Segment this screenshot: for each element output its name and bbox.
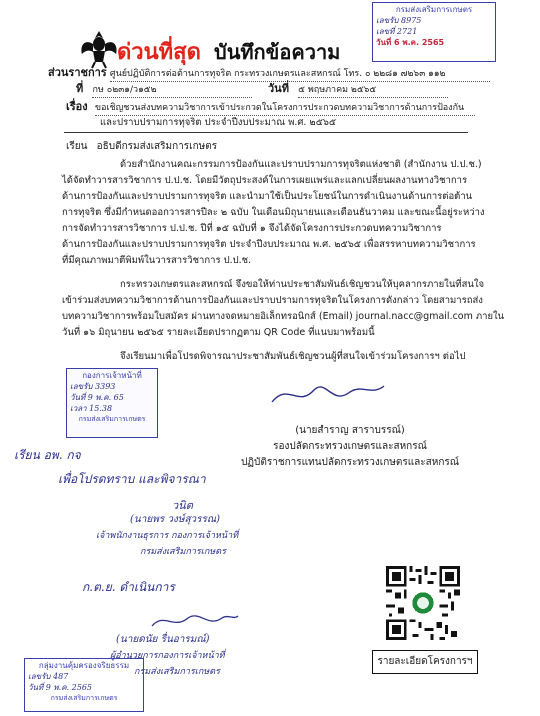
qr-code[interactable] <box>386 566 460 640</box>
director-title2: กรมส่งเสริมการเกษตร <box>134 667 220 677</box>
official-signature <box>268 372 388 416</box>
doc-number-label: ที่ <box>76 82 84 95</box>
stamp-bottom-line4: กรมส่งเสริมการเกษตร <box>50 694 118 702</box>
para2-line1: กระทรวงเกษตรและสหกรณ์ จึงขอให้ท่านประชาสัมพันธ์เชิญชวนให้บุคลากรภายในที่สนใจ <box>120 279 485 290</box>
signer-name: (นายสำราญ สาราบรรณ์) <box>295 425 405 436</box>
handwritten-note-2: เพื่อโปรดทราบ และพิจารณา <box>58 472 206 486</box>
para1-line2: ได้จัดทำวารสารวิชาการ ป.ป.ช. โดยมีวัตถุประสงค์ในการเผยแพร่และแลกเปลี่ยนผลงานทางวิชาการ <box>62 175 468 186</box>
stamp-bottom-line1: กลุ่มงานคุ้มครองจริยธรรม <box>38 661 130 670</box>
signer-title1: รองปลัดกระทรวงเกษตรและสหกรณ์ <box>273 441 427 452</box>
urgent-label: ด่วนที่สุด <box>117 40 201 65</box>
para1-line6: ด้านการป้องกันและปราบปรามการทุจริต ประจำปีงบประมาณ พ.ศ. ๒๕๖๕ เพื่อสรรหาบทความวิชาการ <box>62 239 476 250</box>
receive-stamp-top <box>372 2 496 62</box>
para1-line5: การจัดทำวารสารวิชาการ ป.ป.ช. ปีที่ ๑๕ ฉบับที่ ๑ จึงได้จัดโครงการประกวดบทความวิชาการ <box>62 223 442 234</box>
subject-label: เรื่อง <box>66 100 88 113</box>
director-name: (นายดนัย รื่นอารมณ์) <box>116 634 210 645</box>
para2-line3: บทความวิชาการพร้อมใบสมัคร ผ่านทางจดหมายอิเล็กทรอนิกส์ (Email) journal.nacc@gmail.com ภายใน <box>62 311 505 322</box>
stamp-top-line1: กรมส่งเสริมการเกษตร <box>395 5 473 14</box>
to-value: อธิบดีกรมส่งเสริมการเกษตร <box>96 141 218 152</box>
stamp-top-line2: เลขรับ 8975 <box>376 16 422 25</box>
handwritten-note-1: เรียน อพ. กจ <box>14 448 81 462</box>
to-label: เรียน <box>66 141 88 152</box>
agency-value: ศูนย์ปฏิบัติการต่อต้านการทุจริต กระทรวงเกษตรและสหกรณ์ โทร. ๐ ๒๒๘๑ ๗๒๖๓ ๑๑๒ <box>110 68 490 82</box>
doc-number-row <box>76 82 252 98</box>
date-label: วันที่ <box>268 82 289 95</box>
garuda-emblem <box>78 28 120 70</box>
para2-line2: เข้าร่วมส่งบทความวิชาการด้านการป้องกันและปราบปรามการทุจริตในโครงการดังกล่าว โดยสามารถส่ง <box>62 295 483 306</box>
stamp-mid-line4: เวลา 15.38 <box>70 404 113 413</box>
para1-line4: การทุจริต ซึ่งมีกำหนดออกวารสารปีละ ๒ ฉบับ ในเดือนมิถุนายนและเดือนธันวาคม และขณะนี้อยู่ระหว่าง <box>62 207 485 218</box>
para3: จึงเรียนมาเพื่อโปรดพิจารณาประชาสัมพันธ์เชิญชวนผู้ที่สนใจเข้าร่วมโครงการฯ ต่อไป <box>120 351 466 362</box>
handwritten-note-3: ก.ต.ย. ดำเนินการ <box>82 580 175 594</box>
doc-number-value: กษ ๐๒๓๑/ว๑๕๒ <box>92 84 252 98</box>
date-row <box>268 82 448 98</box>
stamp-mid-line1: กองการเจ้าหน้าที่ <box>82 371 142 380</box>
stamp-mid-line5: กรมส่งเสริมการเกษตร <box>78 415 146 423</box>
handwritten-initial: วนิต <box>172 499 193 512</box>
para1-line3: ด้านการป้องกันและปราบปรามการทุจริต และนำมาใช้เป็นประโยชน์ในการดำเนินงานด้านการต่อต้าน <box>62 191 473 202</box>
to-row <box>66 140 217 153</box>
officer-name: (นายพร วงษ์สุวรรณ) <box>130 514 221 525</box>
para1-line7: ที่มีคุณภาพมาตีพิมพ์ในวารสารวิชาการ ป.ป.ช. <box>62 255 252 266</box>
receive-stamp-bottom <box>24 658 144 712</box>
subject-line1: ขอเชิญชวนส่งบทความวิชาการเข้าประกวดในโครงการประกวดบทความวิชาการด้านการป้องกัน <box>95 102 475 116</box>
qr-caption: รายละเอียดโครงการฯ <box>372 650 478 674</box>
officer-title2: กรมส่งเสริมการเกษตร <box>140 547 226 557</box>
stamp-bottom-line2: เลขรับ 487 <box>28 672 69 681</box>
stamp-top-line3: เลขที่ 2721 <box>376 27 418 36</box>
stamp-top-line4: วันที่ 6 พ.ค. 2565 <box>376 38 445 47</box>
stamp-mid-line3: วันที่ 9 พ.ค. 65 <box>70 393 124 402</box>
subject-line2: และปราบปรามการทุจริต ประจำปีงบประมาณ พ.ศ. ๒๕๖๕ <box>100 117 337 128</box>
agency-row <box>48 66 490 82</box>
officer-title1: เจ้าพนักงานธุรการ กองการเจ้าหน้าที่ <box>96 531 239 541</box>
subject-row <box>66 100 475 116</box>
stamp-bottom-line3: วันที่ 9 พ.ค. 2565 <box>28 683 93 692</box>
subject-divider <box>64 132 468 133</box>
date-value: ๕ พฤษภาคม ๒๕๖๕ <box>298 84 448 98</box>
receive-stamp-mid <box>66 368 158 438</box>
agency-label: ส่วนราชการ <box>48 66 107 79</box>
signer-title2: ปฏิบัติราชการแทนปลัดกระทรวงเกษตรและสหกรณ์ <box>240 457 460 468</box>
para1-line1: ด้วยสำนักงานคณะกรรมการป้องกันและปราบปรามการทุจริตแห่งชาติ (สำนักงาน ป.ป.ช.) <box>120 159 482 170</box>
memo-title: บันทึกข้อความ <box>214 40 341 64</box>
para2-line4: วันที่ ๑๖ มิถุนายน ๒๕๖๕ รายละเอียดปรากฏตาม QR Code ที่แนบมาพร้อมนี้ <box>62 327 375 338</box>
director-title1: ผู้อำนวยการกองการเจ้าหน้าที่ <box>110 651 225 661</box>
stamp-mid-line2: เลขรับ 3393 <box>70 382 116 391</box>
